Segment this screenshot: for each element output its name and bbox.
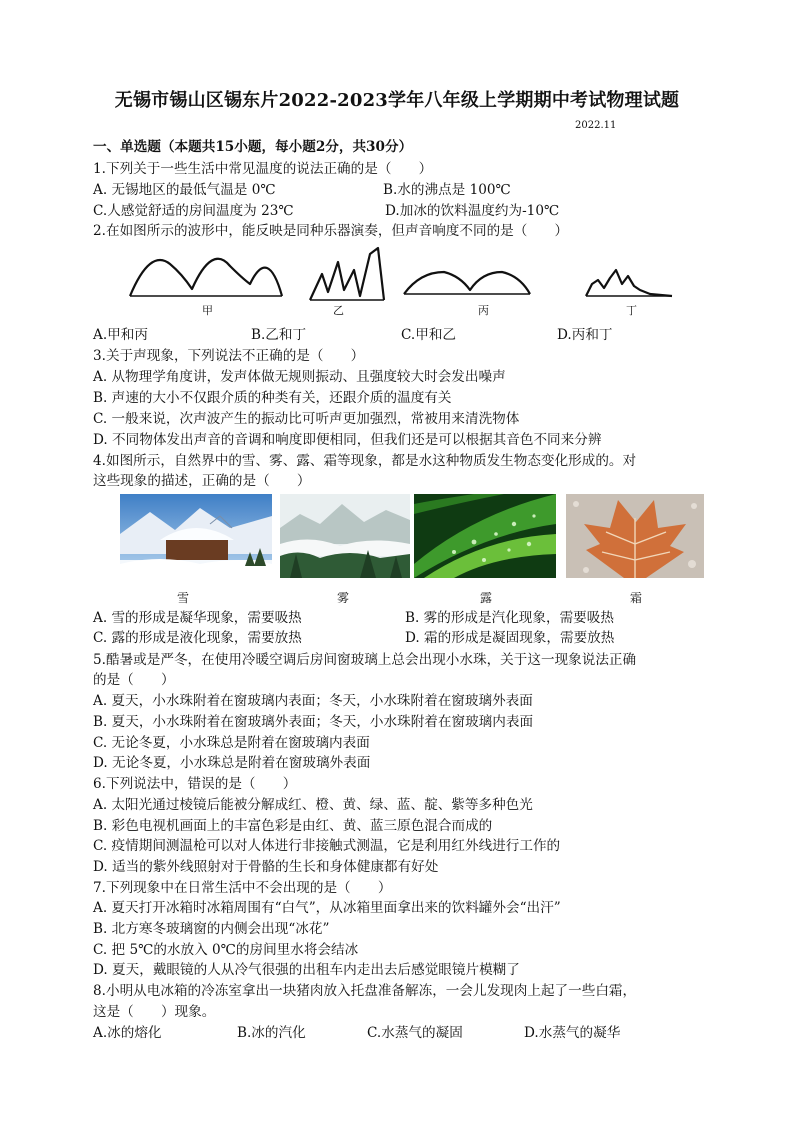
q2-option-a: A.甲和丙 [93, 327, 148, 343]
q1-option-b: B.水的沸点是 100℃ [383, 182, 511, 198]
q6-option-d: D. 适当的紫外线照射对于骨骼的生长和身体健康都有好处 [93, 859, 439, 875]
wave-label-yi: 乙 [333, 304, 344, 317]
section-heading: 一、单选题（本题共15小题，每小题2分，共30分） [93, 139, 413, 155]
q4-option-a: A. 雪的形成是凝华现象，需要吸热 [93, 610, 302, 626]
q1-option-a: A. 无锡地区的最低气温是 0℃ [93, 182, 276, 198]
q6-option-a: A. 太阳光通过棱镜后能被分解成红、橙、黄、绿、蓝、靛、紫等多种色光 [93, 797, 533, 813]
q1-option-d: D.加冰的饮料温度约为-10℃ [385, 203, 560, 219]
q5-option-b: B. 夏天，小水珠附着在窗玻璃外表面；冬天，小水珠附着在窗玻璃内表面 [93, 714, 534, 730]
caption-fog: 雾 [337, 591, 350, 605]
q5-stem-line2: 的是（ ） [93, 672, 175, 688]
waveform-yi [310, 248, 384, 300]
q8-option-a: A.冰的熔化 [93, 1025, 162, 1041]
q3-option-d: D. 不同物体发出声音的音调和响度即便相同，但我们还是可以根据其音色不同来分辨 [93, 432, 602, 448]
q8-stem-line1: 8.小明从电冰箱的冷冻室拿出一块猪肉放入托盘准备解冻，一会儿发现肉上起了一些白霜， [93, 983, 637, 999]
q6-option-b: B. 彩色电视机画面上的丰富色彩是由红、黄、蓝三原色混合而成的 [93, 818, 493, 834]
q2-option-d: D.丙和丁 [557, 327, 613, 343]
q5-option-d: D. 无论冬夏，小水珠总是附着在窗玻璃外表面 [93, 755, 371, 771]
q6-option-c: C. 疫情期间测温枪可以对人体进行非接触式测温，它是利用红外线进行工作的 [93, 838, 561, 854]
q3-option-c: C. 一般来说，次声波产生的振动比可听声更加强烈，常被用来清洗物体 [93, 411, 520, 427]
q2-option-c: C.甲和乙 [401, 327, 457, 343]
snow-photo [120, 494, 272, 578]
q5-option-a: A. 夏天，小水珠附着在窗玻璃内表面；冬天，小水珠附着在窗玻璃外表面 [93, 693, 533, 709]
q5-option-c: C. 无论冬夏，小水珠总是附着在窗玻璃内表面 [93, 735, 370, 751]
q8-stem-line2: 这是（ ）现象。 [93, 1004, 216, 1020]
q8-option-b: B.冰的汽化 [237, 1025, 306, 1041]
caption-snow: 雪 [177, 591, 190, 605]
dew-photo [414, 494, 556, 578]
q2-option-b: B.乙和丁 [251, 327, 307, 343]
q4-option-d: D. 霜的形成是凝固现象，需要放热 [405, 630, 615, 646]
wave-label-jia: 甲 [202, 304, 213, 317]
q6-stem: 6.下列说法中，错误的是（ ） [93, 776, 297, 792]
q7-option-d: D. 夏天，戴眼镜的人从冷气很强的出租车内走出去后感觉眼镜片模糊了 [93, 962, 520, 978]
waveform-bing [404, 272, 530, 294]
q4-stem-line2: 这些现象的描述，正确的是（ ） [93, 473, 311, 489]
wave-label-bing: 丙 [478, 304, 489, 317]
waveform-ding [586, 270, 672, 296]
q3-option-b: B. 声速的大小不仅跟介质的种类有关，还跟介质的温度有关 [93, 390, 452, 406]
exam-date: 2022.11 [575, 120, 617, 131]
q2-stem: 2.在如图所示的波形中，能反映是同种乐器演奏，但声音响度不同的是（ ） [93, 223, 569, 239]
page-title: 无锡市锡山区锡东片2022-2023学年八年级上学期期中考试物理试题 [114, 90, 680, 111]
q4-option-c: C. 露的形成是液化现象，需要放热 [93, 630, 302, 646]
frost-photo [566, 494, 704, 578]
q4-option-b: B. 雾的形成是汽化现象，需要吸热 [405, 610, 614, 626]
caption-frost: 霜 [630, 591, 643, 605]
fog-photo [280, 494, 410, 578]
wave-label-ding: 丁 [626, 304, 637, 317]
q4-stem-line1: 4.如图所示，自然界中的雪、雾、露、霜等现象，都是水这种物质发生物态变化形成的。对 [93, 453, 637, 469]
caption-dew: 露 [480, 591, 493, 605]
q8-option-d: D.水蒸气的凝华 [524, 1025, 621, 1041]
q3-option-a: A. 从物理学角度讲，发声体做无规则振动、且强度较大时会发出噪声 [93, 369, 506, 385]
waveform-jia [130, 259, 282, 296]
q8-option-c: C.水蒸气的凝固 [367, 1025, 463, 1041]
q5-stem-line1: 5.酷暑或是严冬，在使用冷暖空调后房间窗玻璃上总会出现小水珠，关于这一现象说法正确 [93, 652, 637, 668]
q7-option-c: C. 把 5℃的水放入 0℃的房间里水将会结冰 [93, 942, 359, 958]
q1-option-c: C.人感觉舒适的房间温度为 23℃ [93, 203, 294, 219]
q7-option-a: A. 夏天打开冰箱时冰箱周围有“白气”，从冰箱里面拿出来的饮料罐外会“出汗” [93, 900, 561, 916]
q3-stem: 3.关于声现象，下列说法不正确的是（ ） [93, 348, 365, 364]
q7-stem: 7.下列现象中在日常生活中不会出现的是（ ） [93, 880, 392, 896]
q7-option-b: B. 北方寒冬玻璃窗的内侧会出现“冰花” [93, 921, 330, 937]
q1-stem: 1.下列关于一些生活中常见温度的说法正确的是（ ） [93, 161, 433, 177]
